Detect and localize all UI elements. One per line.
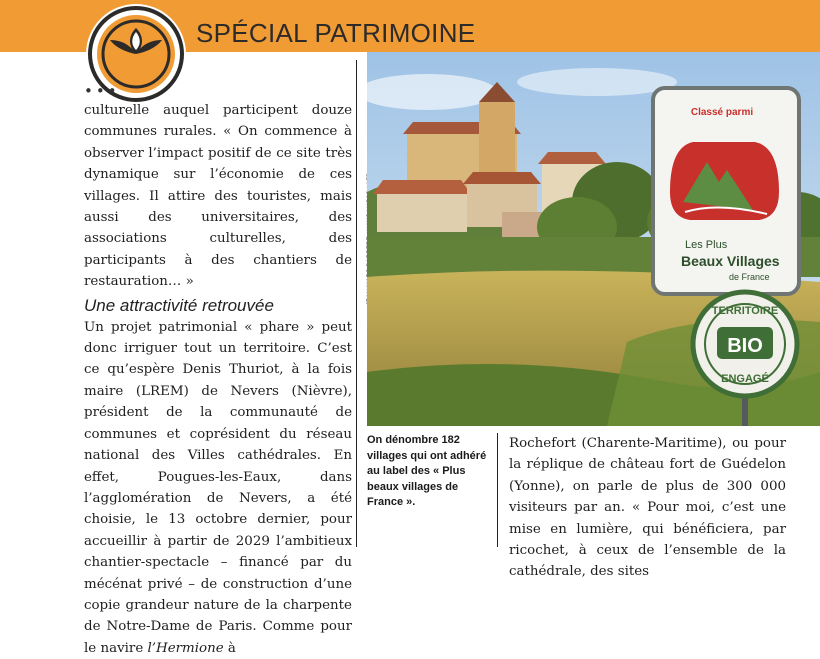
section-title: SPÉCIAL PATRIMOINE (196, 18, 476, 48)
badge-bio-text: BIO (727, 335, 763, 357)
subheading: Une attractivité retrouvée (84, 295, 274, 315)
right-column-paragraph: Rochefort (Charente-Maritime), ou pour la réplique de château fort de Guédelon (Yonne), on parle de plus de 300 000 visiteurs par an. « Pour moi, c’est une mise en lumière, qui bénéficiera, par ricochet, à ceux de l’ensemble de la cathédrale, des sites (509, 436, 786, 580)
column-divider (356, 60, 357, 547)
sign-classe-text: Classé parmi (690, 107, 754, 118)
continuation-marker: ••• (84, 82, 120, 100)
village-photo (367, 52, 820, 426)
badge-bottom-text: ENGAGÉ (721, 373, 769, 385)
article-right-column (509, 433, 786, 583)
sign-line3-text: de France (729, 272, 770, 282)
sign-line1-text: Les Plus (685, 239, 728, 251)
caption-divider (497, 433, 498, 547)
photo-caption: On dénombre 182 villages qui ont adhéré au label des « Plus beaux villages de France ». (367, 434, 487, 508)
article-left-column (84, 100, 352, 659)
body-text-end: à (223, 640, 236, 656)
body-text-start: Un projet patrimonial « phare » peut donc irriguer tout un territoire. C’est ce qu’espère Denis Thuriot, à la fois maire (LREM) de Nevers (Nièvre), président de la communauté de communes et coprésident du réseau national des Villes cathédrales. En effet, Pougues-les-Eaux, dans l’agglomération de Nevers, a été choisie, le 13 octobre dernier, pour accueillir à partir de 2029 l’ambitieux chantier-spectacle – financé par du mécénat privé – de construction d’une copie grandeur nature de la charpente de Notre-Dame de Paris. Comme pour le navire (84, 319, 352, 656)
ship-name: l’Hermione (147, 640, 224, 656)
body-paragraph (84, 317, 352, 659)
sign-line2-text: Beaux Villages (681, 253, 780, 269)
intro-paragraph: culturelle auquel participent douze communes rurales. « On commence à observer l’impact positif de ce site très dynamique sur l’économie de ces villages. Il attire des touristes, mais aussi des universitaires, des associations culturelles, des participants à des chantiers de restauration… » (84, 103, 352, 290)
badge-top-text: TERRITOIRE (711, 305, 779, 317)
